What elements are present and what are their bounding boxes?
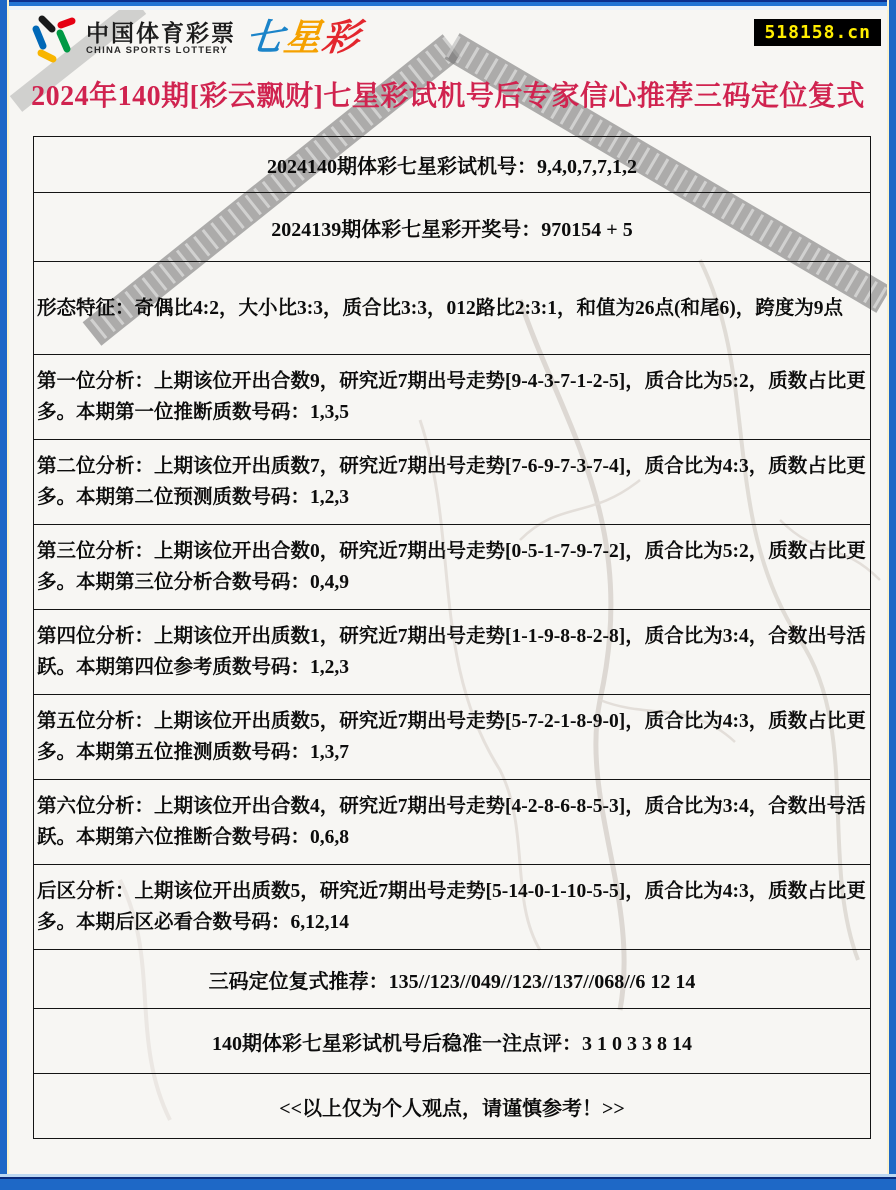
frame-bottom-border: [0, 1177, 896, 1190]
row-text: 第四位分析：上期该位开出质数1，研究近7期出号走势[1-1-9-8-8-2-8]，质合比为3:4，合数出号活跃。本期第四位参考质数号码：1,2,3: [37, 626, 866, 678]
row-text: 后区分析：上期该位开出质数5，研究近7期出号走势[5-14-0-1-10-5-5]，质合比为4:3，质数占比更多。本期后区必看合数号码：6,12,14: [37, 881, 866, 933]
product-char-2: 星: [281, 17, 325, 58]
product-name-qixingcai: [244, 18, 362, 58]
sports-lottery-logo-icon: [26, 12, 78, 64]
page-header: [0, 0, 896, 128]
row-text: 第三位分析：上期该位开出合数0，研究近7期出号走势[0-5-1-7-9-7-2]，质合比为5:2，质数占比更多。本期第三位分析合数号码：0,4,9: [37, 541, 866, 593]
site-badge: 518158.cn: [754, 19, 881, 46]
frame-right-border: [887, 0, 896, 1190]
prediction-table: [33, 136, 871, 1139]
table-row-triple-combo: [33, 949, 871, 1009]
product-char-3: 彩: [319, 17, 363, 58]
table-row-back-zone: [33, 864, 871, 950]
row-text: 第二位分析：上期该位开出质数7，研究近7期出号走势[7-6-9-7-3-7-4]，质合比为4:3，质数占比更多。本期第二位预测质数号码：1,2,3: [37, 456, 866, 508]
row-text: 第六位分析：上期该位开出合数4，研究近7期出号走势[4-2-8-6-8-5-3]，质合比为3:4，合数出号活跃。本期第六位推断合数号码：0,6,8: [37, 796, 866, 848]
table-row-single-pick: [33, 1008, 871, 1074]
table-row-position-1: [33, 354, 871, 440]
table-row-pattern: [33, 261, 871, 355]
row-text: <<以上仅为个人观点，请谨慎参考！>>: [279, 1097, 625, 1120]
table-row-position-3: [33, 524, 871, 610]
table-row-position-2: [33, 439, 871, 525]
frame-top-border: [0, 0, 896, 6]
table-row-disclaimer: [33, 1073, 871, 1139]
brand-name-cn: 中国体育彩票: [86, 19, 236, 46]
page-title: 2024年140期[彩云飘财]七星彩试机号后专家信心推荐三码定位复式: [31, 81, 865, 112]
table-row-draw-number: [33, 192, 871, 262]
row-text: 第一位分析：上期该位开出合数9，研究近7期出号走势[9-4-3-7-1-2-5]，质合比为5:2，质数占比更多。本期第一位推断质数号码：1,3,5: [37, 371, 866, 423]
table-row-test-number: [33, 136, 871, 193]
row-text: 2024139期体彩七星彩开奖号：970154 + 5: [271, 218, 633, 241]
row-text: 140期体彩七星彩试机号后稳准一注点评：3 1 0 3 3 8 14: [212, 1032, 692, 1055]
brand-logo: [26, 12, 363, 64]
frame-left-border: [0, 0, 9, 1190]
brand-name-en: CHINA SPORTS LOTTERY: [86, 44, 229, 56]
row-text: 2024140期体彩七星彩试机号：9,4,0,7,7,1,2: [267, 156, 637, 178]
table-row-position-4: [33, 609, 871, 695]
brand-text: [86, 21, 236, 56]
frame-top-glow: [0, 6, 896, 10]
row-text: 形态特征：奇偶比4:2，大小比3:3，质合比3:3，012路比2:3:1，和值为26点(和尾6)，跨度为9点: [37, 297, 843, 319]
row-text: 第五位分析：上期该位开出质数5，研究近7期出号走势[5-7-2-1-8-9-0]，质合比为4:3，质数占比更多。本期第五位推测质数号码：1,3,7: [37, 711, 866, 763]
table-row-position-5: [33, 694, 871, 780]
product-char-1: 七: [243, 17, 287, 58]
table-row-position-6: [33, 779, 871, 865]
row-text: 三码定位复式推荐：135//123//049//123//137//068//6 12 14: [208, 970, 696, 993]
